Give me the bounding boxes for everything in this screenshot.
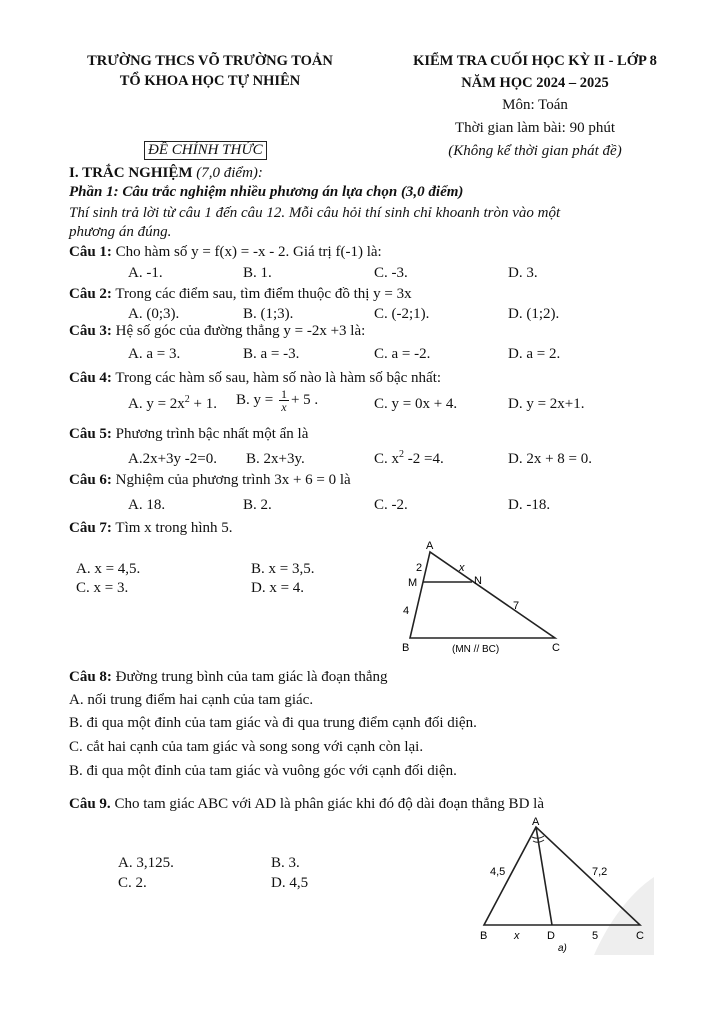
- q8-option-d[interactable]: B. đi qua một đỉnh của tam giác và vuông góc với cạnh đối diện.: [69, 763, 457, 779]
- q2-option-d[interactable]: D. (1;2).: [508, 306, 560, 322]
- question-4: [69, 369, 441, 387]
- q9-option-c[interactable]: C. 2.: [118, 875, 147, 891]
- section-title: I. TRẮC NGHIỆM: [69, 165, 193, 181]
- part1-title: Phần 1: Câu trắc nghiệm nhiều phương án lựa chọn (3,0 điểm): [69, 184, 464, 200]
- instructions-line2: phương án đúng.: [69, 224, 172, 240]
- question-3: [69, 322, 365, 340]
- question-text: Tìm x trong hình 5.: [115, 520, 233, 536]
- length-ab: 4,5: [490, 866, 506, 878]
- instructions-line1: Thí sinh trả lời từ câu 1 đến câu 12. Mỗi câu hỏi thí sinh chỉ khoanh tròn vào một: [69, 205, 561, 221]
- length-dc: 5: [592, 930, 599, 942]
- q1-option-c[interactable]: C. -3.: [374, 265, 408, 281]
- length-am: 2: [416, 562, 423, 574]
- question-9: [69, 795, 544, 813]
- q5-option-b[interactable]: B. 2x+3y.: [246, 451, 305, 467]
- duration-note: (Không kể thời gian phát đề): [448, 143, 622, 159]
- question-label: Câu 2:: [69, 286, 112, 302]
- q3-option-b[interactable]: B. a = -3.: [243, 346, 300, 362]
- q3-option-c[interactable]: C. a = -2.: [374, 346, 431, 362]
- q7-option-c[interactable]: C. x = 3.: [76, 580, 129, 596]
- q8-option-a[interactable]: A. nối trung điểm hai cạnh của tam giác.: [69, 692, 314, 708]
- option-text: A. y = 2x: [128, 396, 185, 412]
- q5-option-d[interactable]: D. 2x + 8 = 0.: [508, 451, 593, 467]
- exam-title: KIỂM TRA CUỐI HỌC KỲ II - LỚP 8: [413, 53, 657, 69]
- background-watermark-arc: [594, 877, 654, 955]
- q3-option-d[interactable]: D. a = 2.: [508, 346, 561, 362]
- triangle-abc: [410, 552, 555, 638]
- exam-duration: Thời gian làm bài: 90 phút: [455, 120, 615, 136]
- q6-option-d[interactable]: D. -18.: [508, 497, 551, 513]
- question-8: [69, 668, 388, 686]
- official-exam-label: ĐỀ CHÍNH THỨC: [144, 141, 267, 160]
- section-points: (7,0 điểm):: [196, 165, 263, 181]
- q1-option-d[interactable]: D. 3.: [508, 265, 538, 281]
- question-text: Phương trình bậc nhất một ẩn là: [115, 426, 309, 442]
- figure-9-triangle: [474, 815, 654, 955]
- length-mn: x: [459, 562, 465, 574]
- option-text: B. y =: [236, 391, 277, 408]
- q6-option-b[interactable]: B. 2.: [243, 497, 272, 513]
- department-name: TỔ KHOA HỌC TỰ NHIÊN: [119, 73, 301, 89]
- q2-option-a[interactable]: A. (0;3).: [128, 306, 180, 322]
- section-heading: [69, 165, 263, 182]
- question-text: Cho tam giác ABC với AD là phân giác khi đó độ dài đoạn thẳng BD là: [114, 796, 544, 812]
- length-nc: 7: [513, 600, 520, 612]
- question-label: Câu 8:: [69, 669, 112, 685]
- question-6: [69, 471, 351, 489]
- option-tail: + 1.: [189, 396, 218, 412]
- option-text: C. x: [374, 451, 400, 467]
- q7-option-a[interactable]: A. x = 4,5.: [76, 561, 141, 577]
- q9-option-d[interactable]: D. 4,5: [271, 875, 309, 891]
- question-label: Câu 3:: [69, 323, 112, 339]
- question-label: Câu 4:: [69, 370, 112, 386]
- question-1: [69, 243, 382, 261]
- question-label: Câu 1:: [69, 244, 112, 260]
- q5-option-a[interactable]: A.2x+3y -2=0.: [128, 451, 217, 467]
- figure-5-triangle: [390, 538, 580, 660]
- q1-option-a[interactable]: A. -1.: [128, 265, 163, 281]
- q8-option-c[interactable]: C. cắt hai cạnh của tam giác và song song với cạnh còn lại.: [69, 739, 424, 755]
- q7-option-d[interactable]: D. x = 4.: [251, 580, 305, 596]
- q2-option-c[interactable]: C. (-2;1).: [374, 306, 430, 322]
- question-text: Đường trung bình của tam giác là đoạn thẳng: [115, 669, 388, 685]
- question-text: Nghiệm của phương trình 3x + 6 = 0 là: [115, 472, 351, 488]
- point-m-label: M: [408, 577, 418, 589]
- question-2: [69, 285, 412, 303]
- q4-option-c[interactable]: C. y = 0x + 4.: [374, 396, 458, 412]
- q3-option-a[interactable]: A. a = 3.: [128, 346, 181, 362]
- q1-option-b[interactable]: B. 1.: [243, 265, 272, 281]
- point-b-label: B: [402, 642, 410, 654]
- fraction: [279, 388, 289, 413]
- fraction-denominator: x: [281, 400, 287, 414]
- q5-option-c[interactable]: [374, 451, 444, 468]
- question-label: Câu 7:: [69, 520, 112, 536]
- q9-option-a[interactable]: A. 3,125.: [118, 855, 174, 871]
- point-b-label: B: [480, 930, 488, 942]
- question-label: Câu 6:: [69, 472, 112, 488]
- question-label: Câu 9.: [69, 796, 111, 812]
- bisector-ad: [536, 827, 552, 925]
- exponent: 2: [399, 449, 405, 460]
- q2-option-b[interactable]: B. (1;3).: [243, 306, 294, 322]
- triangle-abc: [484, 827, 640, 925]
- q7-option-b[interactable]: B. x = 3,5.: [251, 561, 315, 577]
- point-a-label: A: [532, 816, 540, 828]
- option-tail: -2 =4.: [404, 451, 444, 467]
- school-name: TRƯỜNG THCS VÕ TRƯỜNG TOẢN: [87, 53, 333, 69]
- length-mb: 4: [403, 605, 410, 617]
- q4-option-a[interactable]: [128, 396, 217, 413]
- school-year: NĂM HỌC 2024 – 2025: [461, 75, 609, 91]
- q4-option-d[interactable]: D. y = 2x+1.: [508, 396, 585, 412]
- q6-option-a[interactable]: A. 18.: [128, 497, 166, 513]
- subject: Môn: Toán: [502, 97, 568, 113]
- question-text: Trong các điểm sau, tìm điểm thuộc đồ thị y = 3x: [115, 286, 412, 302]
- question-text: Trong các hàm số sau, hàm số nào là hàm số bậc nhất:: [115, 370, 442, 386]
- question-7: [69, 519, 232, 537]
- point-d-label: D: [547, 930, 555, 942]
- question-label: Câu 5:: [69, 426, 112, 442]
- q4-option-b[interactable]: [236, 388, 318, 413]
- point-c-label: C: [552, 642, 560, 654]
- question-text: Hệ số góc của đường thẳng y = -2x +3 là:: [115, 323, 366, 339]
- option-tail: + 5 .: [290, 391, 319, 408]
- q6-option-c[interactable]: C. -2.: [374, 497, 408, 513]
- question-5: [69, 425, 308, 443]
- length-bd: x: [514, 930, 520, 942]
- figure-caption: a): [558, 943, 567, 954]
- parallel-note: (MN // BC): [452, 644, 500, 655]
- q9-option-b[interactable]: B. 3.: [271, 855, 300, 871]
- point-c-label: C: [636, 930, 644, 942]
- point-a-label: A: [426, 540, 434, 552]
- point-n-label: N: [474, 575, 482, 587]
- fraction-numerator: 1: [280, 387, 287, 401]
- exponent: 2: [184, 394, 190, 405]
- question-text: Cho hàm số y = f(x) = -x - 2. Giá trị f(-1) là:: [115, 244, 382, 260]
- q8-option-b[interactable]: B. đi qua một đỉnh của tam giác và đi qua trung điểm cạnh đối diện.: [69, 715, 477, 731]
- length-ac: 7,2: [592, 866, 608, 878]
